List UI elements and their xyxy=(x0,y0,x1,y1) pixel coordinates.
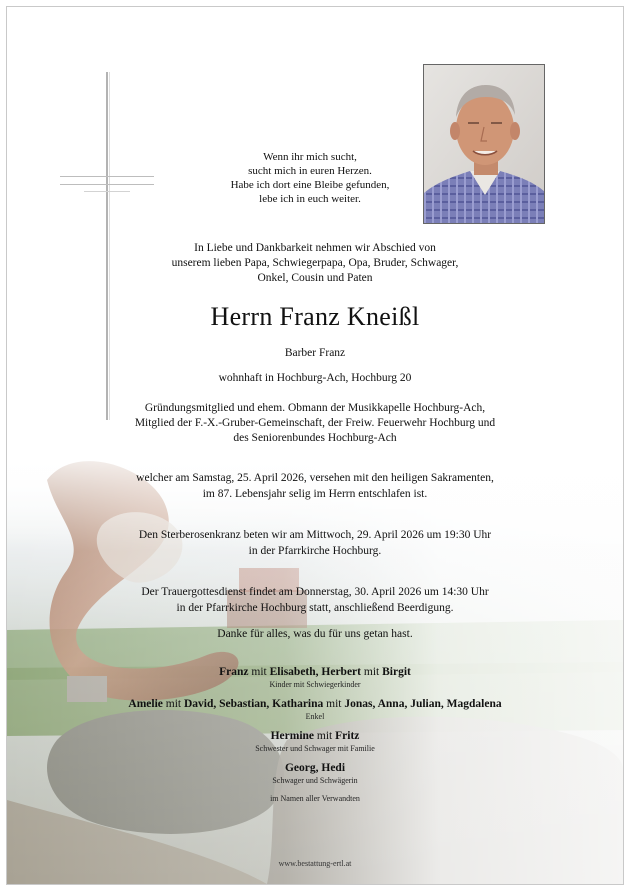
mourners-siblings-caption: Schwester und Schwager mit Familie xyxy=(255,744,375,753)
roles-text xyxy=(0,401,630,446)
funeral-line: in der Pfarrkirche Hochburg statt, anschließend Beerdigung. xyxy=(176,602,454,614)
funeral-notice xyxy=(0,584,630,616)
intro-line: In Liebe und Dankbarkeit nehmen wir Abschied von xyxy=(194,242,436,254)
roles-line: Gründungsmitglied und ehem. Obmann der Musikkapelle Hochburg-Ach, xyxy=(144,402,486,414)
death-line: welcher am Samstag, 25. April 2026, versehen mit den heiligen Sakramenten, xyxy=(136,472,494,484)
mourners-grandchildren: Amelie mit David, Sebastian, Katharina mit Jonas, Anna, Julian, Magdalena xyxy=(128,698,502,710)
rosary-notice xyxy=(0,527,630,559)
residence: wohnhaft in Hochburg-Ach, Hochburg 20 xyxy=(218,372,412,384)
intro-line: Onkel, Cousin und Paten xyxy=(257,272,373,284)
poem-line: sucht mich in euren Herzen. xyxy=(248,165,372,177)
mourners-relatives-caption: im Namen aller Verwandten xyxy=(270,794,360,803)
poem xyxy=(160,150,460,206)
mourners-inlaws: Georg, Hedi xyxy=(284,762,346,774)
poem-line: lebe ich in euch weiter. xyxy=(259,193,361,205)
intro-text xyxy=(0,241,630,286)
roles-line: des Seniorenbundes Hochburg-Ach xyxy=(233,432,397,444)
deceased-name: Herrn Franz Kneißl xyxy=(210,302,420,331)
thanks-text: Danke für alles, was du für uns getan hast. xyxy=(217,628,413,640)
mourners-grandchildren-caption: Enkel xyxy=(305,712,325,721)
mourners-siblings: Hermine mit Fritz xyxy=(270,730,360,742)
funeral-home-website: www.bestattung-ertl.at xyxy=(278,859,352,868)
intro-line: unserem lieben Papa, Schwiegerpapa, Opa, Bruder, Schwager, xyxy=(171,257,459,269)
death-notice xyxy=(0,470,630,502)
roles-line: Mitglied der F.-X.-Gruber-Gemeinschaft, der Freiw. Feuerwehr Hochburg und xyxy=(134,417,496,429)
poem-line: Wenn ihr mich sucht, xyxy=(263,151,357,163)
funeral-line: Der Trauergottesdienst findet am Donnerstag, 30. April 2026 um 14:30 Uhr xyxy=(141,586,489,598)
mourners-children: Franz mit Elisabeth, Herbert mit Birgit xyxy=(219,666,411,678)
mourners-inlaws-caption: Schwager und Schwägerin xyxy=(272,776,358,785)
mourners-list xyxy=(0,665,630,811)
memorial-scene-photo xyxy=(7,440,623,884)
rosary-line: in der Pfarrkirche Hochburg. xyxy=(248,545,382,557)
death-line: im 87. Lebensjahr selig im Herrn entschlafen ist. xyxy=(202,488,428,500)
rosary-line: Den Sterberosenkranz beten wir am Mittwoch, 29. April 2026 um 19:30 Uhr xyxy=(138,529,492,541)
nickname: Barber Franz xyxy=(284,347,346,359)
mourners-children-caption: Kinder mit Schwiegerkinder xyxy=(269,680,361,689)
poem-line: Habe ich dort eine Bleibe gefunden, xyxy=(230,179,390,191)
